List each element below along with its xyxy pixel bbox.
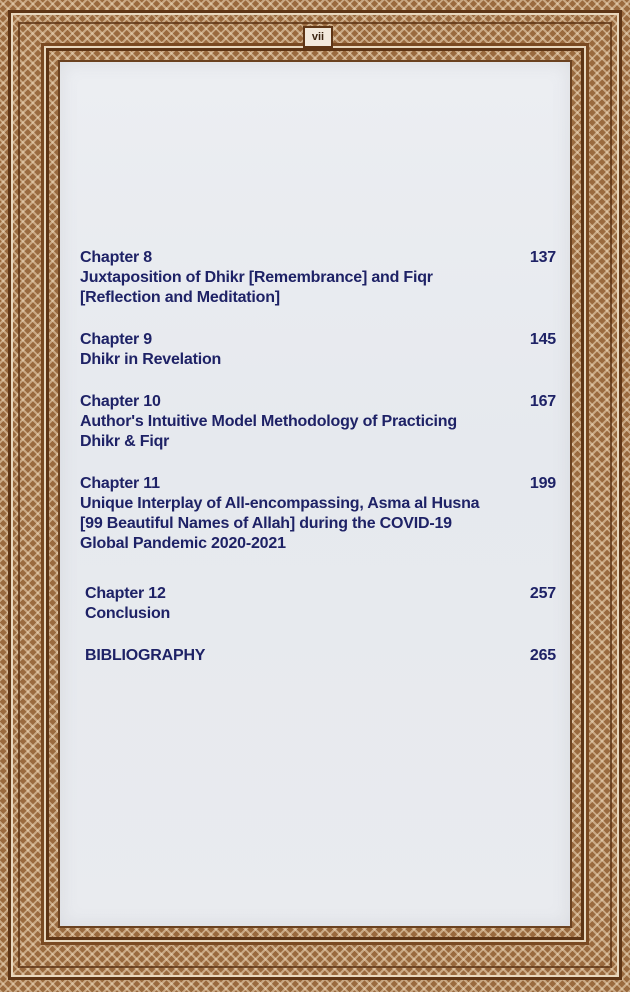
toc-chapter-label: Chapter 9 [80,331,152,348]
toc-chapter-label: Chapter 10 [80,393,161,410]
table-of-contents [80,248,556,688]
toc-title-line: Unique Interplay of All-encompassing, Asma al Husna [80,495,480,512]
toc-entry-chapter-12 [80,584,556,624]
toc-entry-chapter-8 [80,248,556,308]
toc-chapter-label: Chapter 11 [80,475,160,492]
toc-page-number: 199 [529,475,556,492]
toc-title-line: Dhikr in Revelation [80,351,222,368]
toc-page-number: 265 [529,647,556,664]
toc-title-line: Dhikr & Fiqr [80,433,170,450]
toc-title-line: Juxtaposition of Dhikr [Remembrance] and Fiqr [80,269,433,286]
page-number: vii [303,26,333,48]
toc-title-line: Author's Intuitive Model Methodology of Practicing [80,413,457,430]
toc-entry-chapter-9 [80,330,556,370]
toc-page-number: 145 [529,331,556,348]
toc-entry-bibliography [80,646,556,666]
toc-title-line: [99 Beautiful Names of Allah] during the COVID-19 [80,515,452,532]
toc-entry-chapter-10 [80,392,556,452]
toc-chapter-label: BIBLIOGRAPHY [85,647,206,664]
toc-page-number: 257 [529,585,556,602]
toc-page-number: 167 [529,393,556,410]
toc-chapter-label: Chapter 8 [80,249,152,266]
toc-chapter-label: Chapter 12 [85,585,166,602]
toc-title-line: Conclusion [85,605,171,622]
toc-title-line: [Reflection and Meditation] [80,289,280,306]
toc-entry-chapter-11 [80,474,556,554]
toc-title-line: Global Pandemic 2020-2021 [80,535,286,552]
toc-page-number: 137 [529,249,556,266]
